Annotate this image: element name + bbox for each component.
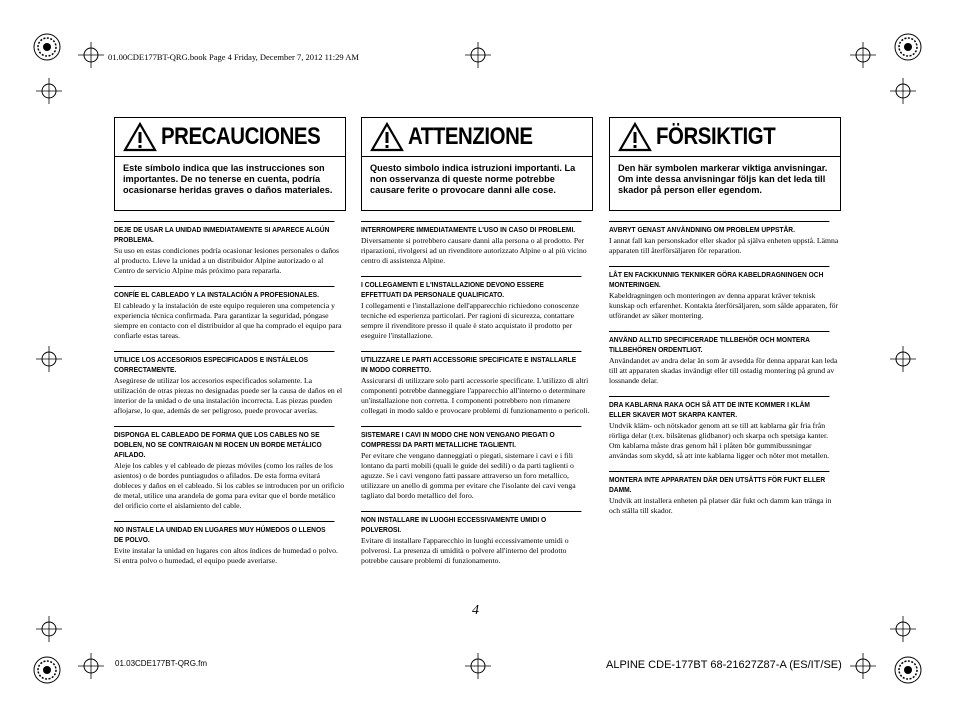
registration-mark-icon [78, 653, 104, 679]
precaution-heading: SISTEMARE I CAVI IN MODO CHE NON VENGANO PIEGATI O COMPRESSI DA PARTI METALLICHE TAGLIENTI. [361, 426, 581, 451]
registration-mark-icon [465, 42, 491, 68]
precaution-heading: MONTERA INTE APPARATEN DÄR DEN UTSÄTTS FÖR FUKT ELLER DAMM. [609, 471, 829, 496]
precaution-heading: NON INSTALLARE IN LUOGHI ECCESSIVAMENTE UMIDI O POLVEROSI. [361, 511, 581, 536]
registration-mark-icon [78, 42, 104, 68]
precaution-heading: UTILICE LOS ACCESORIOS ESPECIFICADOS E INSTÁLELOS CORRECTAMENTE. [114, 351, 334, 376]
precaution-body: Evitare di installare l'apparecchio in luoghi eccessivamente umidi o polverosi. La presenza di umidità o polvere all'interno del prodotto potrebbe causare problemi di funzionamento. [361, 536, 569, 565]
precaution-item [361, 351, 593, 416]
precaution-body: Undvik att installera enheten på platser där fukt och damm kan tränga in och ställa till skador. [609, 496, 832, 515]
precaution-item [609, 471, 841, 516]
precaution-body: Su uso en estas condiciones podría ocasionar lesiones personales o daños al producto. Lleve la unidad a un distribuidor Alpine autorizado o al Centro de servicio Alpine más próximo para repararla. [114, 246, 340, 275]
footer-filename: 01.03CDE177BT-QRG.fm [115, 659, 208, 668]
precaution-item [609, 221, 841, 256]
precaution-heading: DRA KABLARNA RAKA OCH SÅ ATT DE INTE KOMMER I KLÄM ELLER SKAVER MOT SKARPA KANTER. [609, 396, 829, 421]
precaution-body: Användandet av andra delar än som är avsedda för denna apparat kan leda till att apparaten skadas invändigt eller till ostadig montering på grund av lossnande delar. [609, 356, 838, 385]
warning-icon [123, 122, 157, 152]
precaution-body: Kabeldragningen och monteringen av denna apparat kräver teknisk kunskap och erfarenhet. Kontakta återförsäljaren, som sålde apparaten, för utförandet av säker montering. [609, 291, 839, 320]
precaution-item [609, 266, 841, 321]
precaution-item [361, 276, 593, 341]
registration-mark-icon [36, 616, 62, 642]
title-bar [361, 117, 593, 157]
footer-model-code: ALPINE CDE-177BT 68-21627Z87-A (ES/IT/SE) [606, 659, 842, 671]
intro-text: Questo simbolo indica istruzioni importanti. La non osservanza di queste norme potrebbe causare ferite o provocare danni alle cose. [361, 157, 593, 211]
column-italian [361, 117, 593, 566]
precaution-heading: I COLLEGAMENTI E L'INSTALLAZIONE DEVONO ESSERE EFFETTUATI DA PERSONALE QUALIFICATO. [361, 276, 581, 301]
precaution-item [361, 511, 593, 566]
precaution-body: Diversamente si potrebbero causare danni alla persona o al prodotto. Per riparazioni, rivolgersi ad un rivenditore autorizzato Alpine o al più vicino centro di assistenza Alpine. [361, 236, 587, 265]
precaution-item [114, 426, 346, 511]
precaution-body: Per evitare che vengano danneggiati o piegati, sistemare i cavi e i fili lontano da parti mobili (quali le guide dei sedili) o da parti taglienti o aguzze. Se i cavi vengono fatti passare attraverso un foro metallico, utilizzare un anello di gomma per evitare che l'isolante dei cavi venga tagliato dal bordo metallico del foro. [361, 451, 576, 500]
precaution-heading: DEJE DE USAR LA UNIDAD INMEDIATAMENTE SI APARECE ALGÚN PROBLEMA. [114, 221, 334, 246]
intro-text: Den här symbolen markerar viktiga anvisningar. Om inte dessa anvisningar följs kan det leda till skador på person eller egendom. [609, 157, 841, 211]
precaution-item [361, 426, 593, 501]
precaution-body: Evite instalar la unidad en lugares con altos índices de humedad o polvo. Si entra polvo o humedad, el equipo puede averiarse. [114, 546, 338, 565]
precaution-body: Assicurarsi di utilizzare solo parti accessorie specificate. L'utilizzo di altri componenti potrebbe danneggiare l'apparecchio all'interno o determinare un'installazione non corretta. I componenti potrebbero non rimanere collegati in modo saldo e provocare problemi di funzionamento o pericoli. [361, 376, 590, 415]
section-title: FÖRSIKTIGT [656, 123, 776, 150]
precaution-body: Asegúrese de utilizar los accesorios especificados solamente. La utilización de otras piezas no designadas puede ser la causa de daños en el interior de la unidad o de una instalación incorrecta. Las piezas pueden aflojarse, lo que, además de ser peligroso, puede provocar averías. [114, 376, 343, 415]
precaution-item [361, 221, 593, 266]
precaution-body: I annat fall kan personskador eller skador på själva enheten uppstå. Lämna apparaten till återförsäljaren för reparation. [609, 236, 839, 255]
registration-mark-icon [890, 78, 916, 104]
precaution-body: Aleje los cables y el cableado de piezas móviles (como los raíles de los asientos) o de bordes puntiagudos o afilados. De esta forma evitará dobleces y daños en el cableado. Si los cables se introducen por un orificio de metal, utilice una arandela de goma para evitar que el borde metálico del orificio corte el aislamiento del cable. [114, 461, 345, 510]
registration-mark-icon [36, 78, 62, 104]
precaution-item [114, 286, 346, 341]
registration-mark-icon [890, 346, 916, 372]
registration-mark-icon [465, 653, 491, 679]
file-header: 01.00CDE177BT-QRG.book Page 4 Friday, December 7, 2012 11:29 AM [108, 52, 359, 62]
precaution-heading: UTILIZZARE LE PARTI ACCESSORIE SPECIFICATE E INSTALLARLE IN MODO CORRETTO. [361, 351, 581, 376]
precaution-body: Undvik kläm- och nötskador genom att se till att kablarna går fria från rörliga delar (t.ex. bilsätenas glidbanor) och skarpa och spetsiga kanter. Om kablarna måste dras genom hål i plåten bör gummibussningar användas som skydd, så att inte kablarna ligger och nöter mot metallen. [609, 421, 830, 460]
precaution-item [609, 331, 841, 386]
precaution-heading: NO INSTALE LA UNIDAD EN LUGARES MUY HÚMEDOS O LLENOS DE POLVO. [114, 521, 334, 546]
precaution-heading: ANVÄND ALLTID SPECIFICERADE TILLBEHÖR OCH MONTERA TILLBEHÖREN ORDENTLIGT. [609, 331, 829, 356]
precaution-heading: CONFÍE EL CABLEADO Y LA INSTALACIÓN A PROFESIONALES. [114, 286, 334, 301]
section-title: PRECAUCIONES [161, 123, 321, 150]
warning-icon [618, 122, 652, 152]
registration-mark-icon [36, 346, 62, 372]
precaution-body: I collegamenti e l'installazione dell'apparecchio richiedono conoscenze tecniche ed esperienza particolari. Per ragioni di sicurezza, contattare sempre il rivenditore presso il quale è stato acquistato il prodotto per eseguire l'installazione. [361, 301, 579, 340]
target-rosette-icon [32, 32, 62, 62]
page-number: 4 [472, 603, 479, 618]
registration-mark-icon [850, 42, 876, 68]
precaution-heading: DISPONGA EL CABLEADO DE FORMA QUE LOS CABLES NO SE DOBLEN, NO SE CONTRAIGAN NI ROCEN UN BORDE METÁLICO AFILADO. [114, 426, 334, 461]
target-rosette-icon [893, 32, 923, 62]
registration-mark-icon [890, 616, 916, 642]
target-rosette-icon [32, 655, 62, 685]
precaution-item [114, 221, 346, 276]
title-bar [609, 117, 841, 157]
precaution-heading: INTERROMPERE IMMEDIATAMENTE L'USO IN CASO DI PROBLEMI. [361, 221, 581, 236]
title-bar [114, 117, 346, 157]
section-title: ATTENZIONE [408, 123, 533, 150]
warning-icon [370, 122, 404, 152]
column-swedish [609, 117, 841, 516]
precaution-heading: AVBRYT GENAST ANVÄNDNING OM PROBLEM UPPSTÅR. [609, 221, 829, 236]
precaution-item [114, 521, 346, 566]
target-rosette-icon [893, 655, 923, 685]
registration-mark-icon [850, 653, 876, 679]
precaution-item [609, 396, 841, 461]
column-spanish [114, 117, 346, 566]
intro-text: Este símbolo indica que las instrucciones son importantes. De no tenerse en cuenta, podría ocasionarse heridas graves o daños materiales. [114, 157, 346, 211]
precaution-item [114, 351, 346, 416]
precaution-heading: LÅT EN FACKKUNNIG TEKNIKER GÖRA KABELDRAGNINGEN OCH MONTERINGEN. [609, 266, 829, 291]
precaution-body: El cableado y la instalación de este equipo requieren una competencia y experiencia técnica confirmada. Para garantizar la seguridad, póngase siempre en contacto con el distribuidor al que ha comprado el equipo para confiarle estas tareas. [114, 301, 342, 340]
